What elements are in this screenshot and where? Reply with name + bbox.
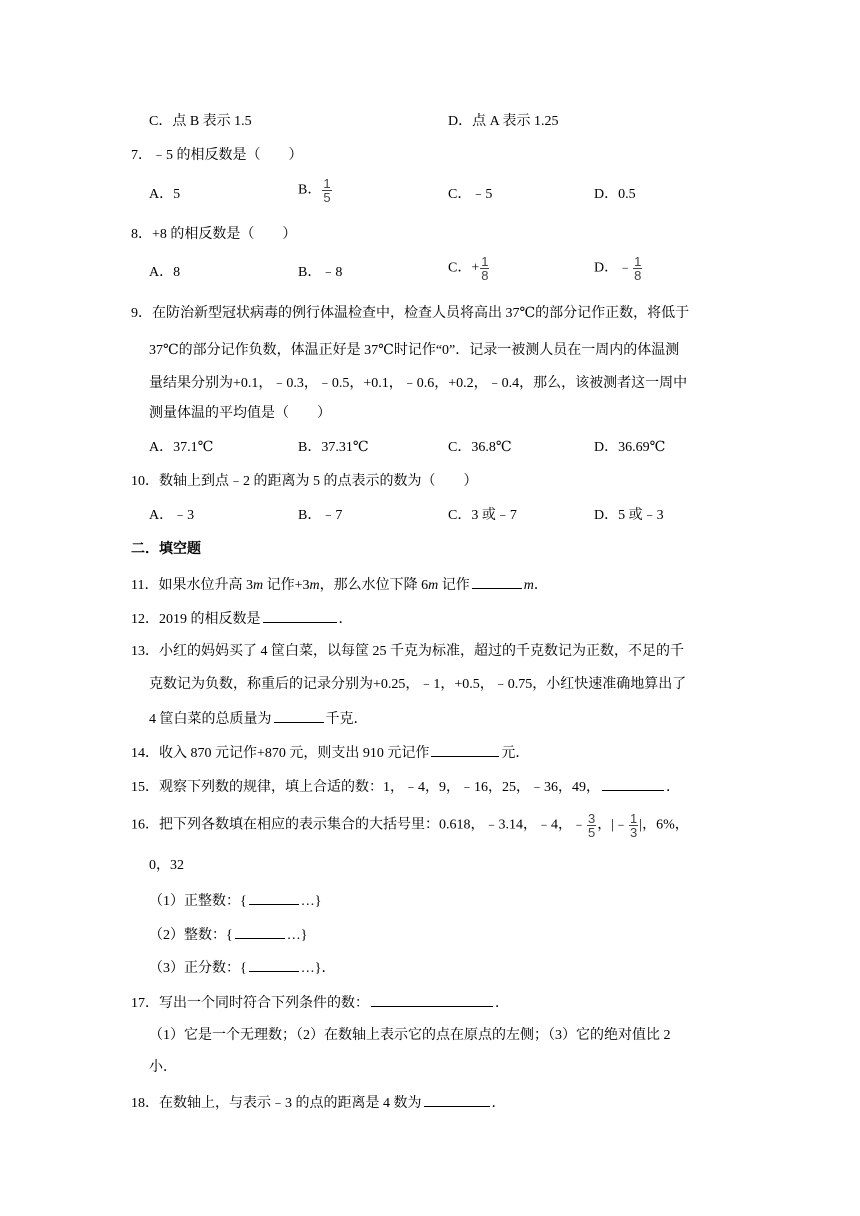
q8-option-b: B．﹣8 (298, 265, 343, 280)
q16-set-label: （1）正整数：{ (149, 894, 247, 909)
q17-answer-blank[interactable] (371, 992, 493, 1007)
q16-set-label: （3）正分数：{ (149, 961, 247, 976)
q9-line3: 量结果分别为+0.1，﹣0.3，﹣0.5，+0.1，﹣0.6，+0.2，﹣0.4，那么，该被测者这一周中 (149, 376, 688, 391)
q7-option-c: C．﹣5 (448, 187, 493, 202)
q16-set-close: …} (286, 928, 308, 943)
q13-line3 (149, 708, 368, 730)
q9-option-a: A．37.1℃ (149, 440, 214, 455)
q18-text: 18．在数轴上，与表示﹣3 的点的距离是 4 数为 (131, 1096, 422, 1111)
q16-fraction-1-3: $\frac{1}{3}$ (630, 811, 638, 840)
section-heading: 二．填空题 (131, 542, 201, 557)
q17-line1 (131, 992, 509, 1014)
q16-set-close: …}． (300, 961, 336, 976)
q17-line3: 小． (149, 1060, 177, 1075)
q11 (131, 574, 548, 596)
q11-unit: m (428, 578, 439, 593)
q8-option-c-label: C．+ (448, 260, 480, 276)
q8-option-d (594, 255, 643, 282)
q16-text: |，6%， (639, 817, 689, 833)
q11-answer-blank[interactable] (472, 574, 522, 589)
q11-text: ． (533, 578, 548, 593)
q8-option-a: A．8 (149, 265, 181, 280)
q15-text: 15．观察下列数的规律，填上合适的数：1，﹣4，9，﹣16，25，﹣36，49， (131, 780, 600, 795)
q8-option-c-fraction: $\frac{1}{8}$ (481, 254, 489, 283)
q16-text: 16．把下列各数填在相应的表示集合的大括号里：0.618，﹣3.14，﹣4，﹣ (131, 817, 586, 833)
q14 (131, 742, 529, 764)
q12 (131, 608, 353, 630)
q14-text: 元． (501, 746, 530, 761)
q9-option-b: B．37.31℃ (298, 440, 369, 455)
q7-option-d: D．0.5 (594, 187, 636, 202)
q7-option-b-label: B． (298, 182, 322, 198)
q13-line2: 克数记为负数，称重后的记录分别为+0.25，﹣1，+0.5，﹣0.75，小红快速准确地算出了 (149, 677, 687, 692)
q10-option-b: B．﹣7 (298, 508, 343, 523)
q6-option-c: C．点 B 表示 1.5 (149, 114, 252, 129)
q18 (131, 1092, 506, 1114)
q10-stem: 10．数轴上到点﹣2 的距离为 5 的点表示的数为（ ） (131, 474, 478, 489)
q16-set1-blank[interactable] (249, 890, 299, 905)
q7-stem: 7．﹣5 的相反数是（ ） (131, 148, 303, 163)
q13-text: 千克． (325, 712, 368, 727)
q11-unit: m (252, 578, 264, 593)
q7-option-a: A．5 (149, 187, 181, 202)
q9-line1: 9．在防治新型冠状病毒的例行体温检查中，检查人员将高出 37℃的部分记作正数，将低于 (131, 306, 690, 321)
q14-text: 14．收入 870 元记作+870 元，则支出 910 元记作 (131, 746, 430, 761)
q16-set3 (149, 957, 335, 979)
q17-text: ． (495, 996, 509, 1011)
q11-text: ，那么水位下降 6 (319, 578, 429, 593)
q13-line1: 13．小红的妈妈买了 4 筐白菜，以每筐 25 千克为标准，超过的千克数记为正数，不足的千 (131, 644, 684, 659)
q11-text: 记作+3 (263, 578, 310, 593)
q10-option-d: D．5 或﹣3 (594, 508, 664, 523)
q14-answer-blank[interactable] (431, 742, 499, 757)
q12-answer-blank[interactable] (263, 608, 337, 623)
q16-set-close: …} (300, 894, 322, 909)
q10-option-a: A．﹣3 (149, 508, 195, 523)
q9-line4: 测量体温的平均值是（ ） (149, 406, 331, 421)
q11-unit: m (523, 578, 534, 593)
q6-option-d: D．点 A 表示 1.25 (448, 114, 559, 129)
q12-text: ． (338, 612, 353, 627)
q17-text: 17．写出一个同时符合下列条件的数： (131, 996, 369, 1011)
q11-text: 记作 (438, 578, 470, 593)
q16-line1 (131, 812, 689, 839)
q10-option-c: C．3 或﹣7 (448, 508, 517, 523)
q16-set-label: （2）整数：{ (149, 928, 233, 943)
q8-stem: 8．+8 的相反数是（ ） (131, 227, 297, 242)
q16-line2: 0，32 (149, 858, 184, 873)
q16-text: ，|﹣ (597, 817, 629, 833)
q11-unit: m (309, 578, 320, 593)
q16-set2 (149, 924, 307, 946)
q15 (131, 776, 680, 798)
q12-text: 12．2019 的相反数是 (131, 612, 261, 627)
q16-set1 (149, 890, 321, 912)
q16-set3-blank[interactable] (249, 957, 299, 972)
q17-line2: （1）它是一个无理数；（2）在数轴上表示它的点在原点的左侧；（3）它的绝对值比 2 (149, 1028, 671, 1043)
q18-answer-blank[interactable] (424, 1092, 490, 1107)
q7-option-b-fraction: $\frac{1}{5}$ (323, 176, 331, 205)
q16-fraction-3-5: $\frac{3}{5}$ (588, 811, 596, 840)
q18-text: ． (491, 1096, 506, 1111)
q8-option-d-label: D．﹣ (594, 260, 633, 276)
q15-text: ． (666, 780, 680, 795)
q8-option-c (448, 255, 490, 282)
q8-option-d-fraction: $\frac{1}{8}$ (634, 254, 642, 283)
q9-option-d: D．36.69℃ (594, 440, 666, 455)
q11-text: 11．如果水位升高 3 (131, 578, 253, 593)
q9-line2: 37℃的部分记作负数，体温正好是 37℃时记作“0”．记录一被测人员在一周内的体温测 (149, 343, 680, 358)
q7-option-b (298, 177, 333, 204)
q13-answer-blank[interactable] (274, 708, 324, 723)
q15-answer-blank[interactable] (602, 776, 664, 791)
q13-text: 4 筐白菜的总质量为 (149, 712, 272, 727)
q16-set2-blank[interactable] (235, 924, 285, 939)
q9-option-c: C．36.8℃ (448, 440, 512, 455)
